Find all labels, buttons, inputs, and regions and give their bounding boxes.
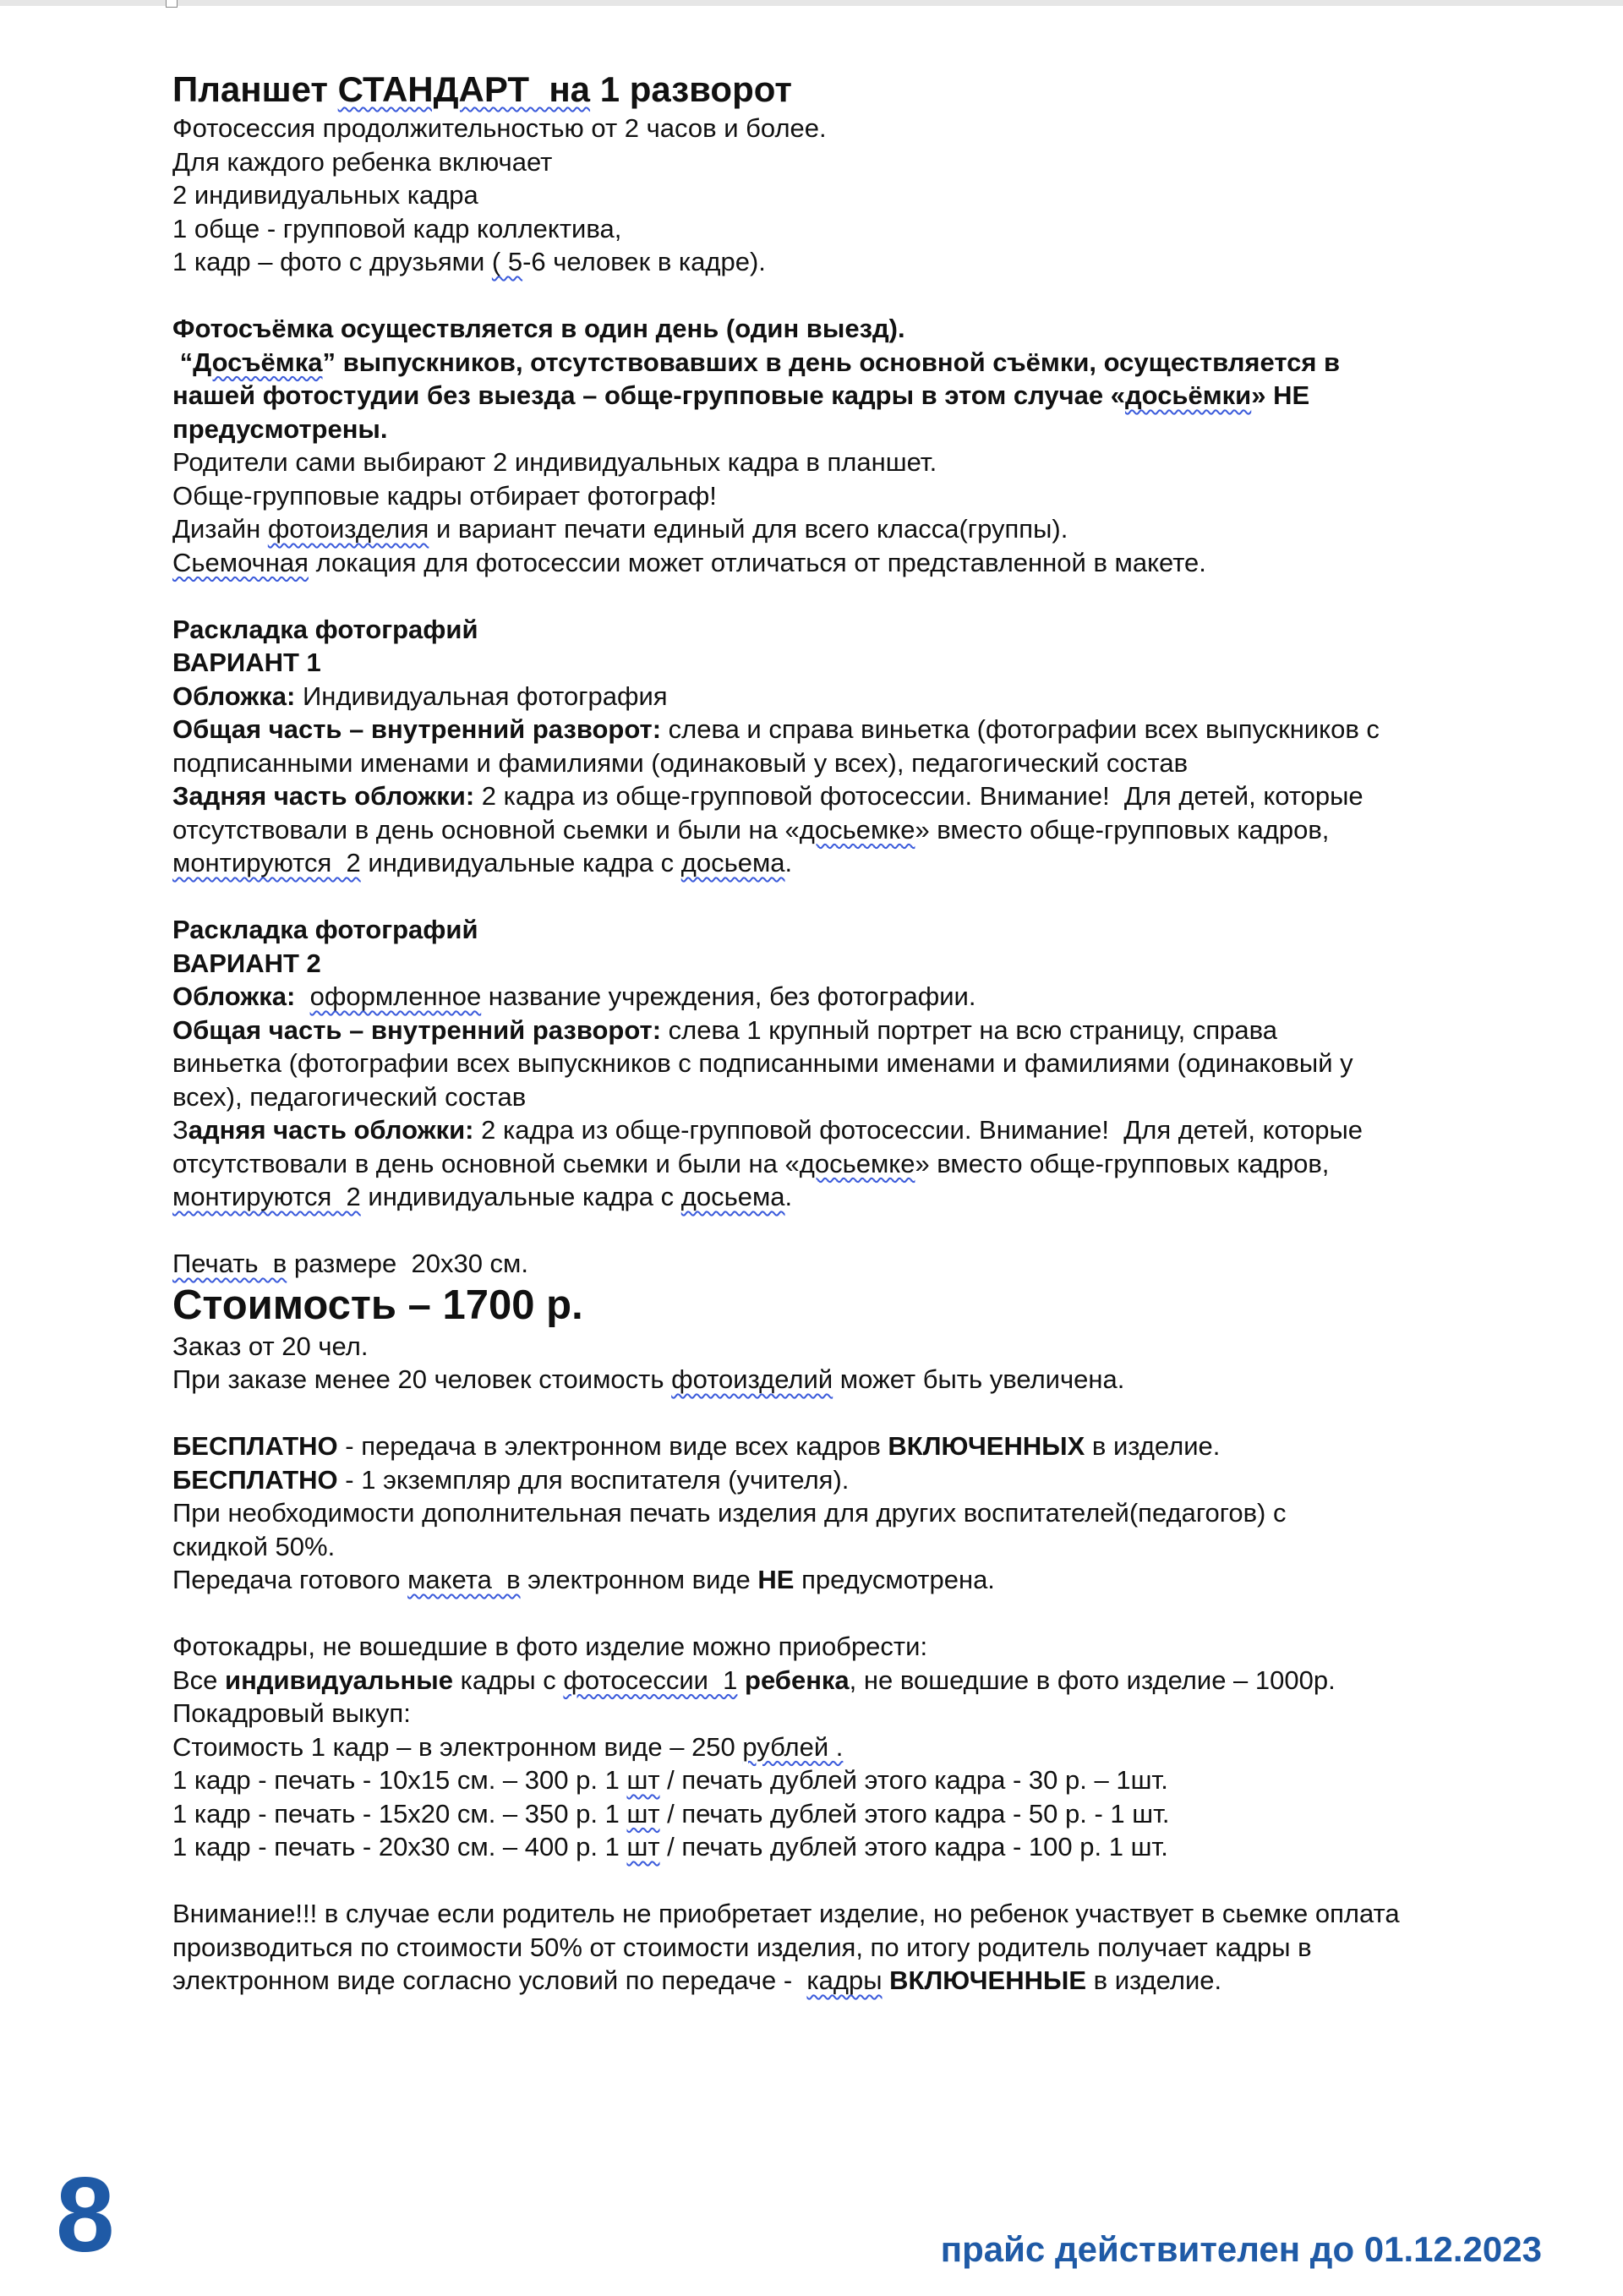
intro-line: 1 кадр – фото с друзьями ( 5-6 человек в кадре). (172, 247, 766, 276)
condition-line: Обще-групповые кадры отбирает фотограф! (172, 480, 717, 511)
free-line: При необходимости дополнительная печать изделия для других воспитателей(педагогов) с (172, 1498, 1287, 1528)
spacer (172, 1864, 1559, 1898)
spacer (172, 279, 1559, 313)
variant-back-cont: монтируются 2 индивидуальные кадра с досьема. (172, 848, 793, 877)
variant-spread-cont: подписанными именами и фамилиями (одинаковый у всех), педагогический состав (172, 747, 1189, 778)
condition-bold-line: “Досъёмка” выпускников, отсутствовавших в день основной съёмки, осуществляется в (172, 347, 1341, 377)
condition-bold-line: Фотосъёмка осуществляется в один день (один выезд). (172, 314, 905, 343)
page-corner-marker (166, 0, 178, 8)
page-number: 8 (56, 2157, 115, 2274)
price-validity: прайс действителен до 01.12.2023 (940, 2229, 1542, 2269)
free-line: БЕСПЛАТНО - 1 экземпляр для воспитателя (учителя). (172, 1464, 850, 1495)
extra-line: Покадровый выкуп: (172, 1698, 411, 1728)
variant-back: Задняя часть обложки: 2 кадра из обще-групповой фотосессии. Внимание! Для детей, которые (172, 781, 1363, 811)
price-heading: Стоимость – 1700 р. (172, 1282, 583, 1328)
condition-line: Дизайн фотоизделия и вариант печати единый для всего класса(группы). (172, 514, 1068, 544)
condition-bold-line: нашей фотостудии без выезда – обще-групповые кадры в этом случае «досьёмки» НЕ (172, 380, 1310, 410)
extra-line: Все индивидуальные кадры с фотосессии 1 ребенка, не вошедшие в фото изделие – 1000р. (172, 1665, 1336, 1695)
warning-line: Внимание!!! в случае если родитель не приобретает изделие, но ребенок участвует в сьемке оплата (172, 1899, 1400, 1928)
variant-back-cont: монтируются 2 индивидуальные кадра с досьема. (172, 1182, 793, 1211)
variant-spread-cont: всех), педагогический состав (172, 1081, 527, 1112)
free-line: БЕСПЛАТНО - передача в электронном виде всех кадров ВКЛЮЧЕННЫХ в изделие. (172, 1431, 1221, 1461)
variant-back: Задняя часть обложки: 2 кадра из обще-групповой фотосессии. Внимание! Для детей, которые (172, 1115, 1363, 1145)
condition-line: Сьемочная локация для фотосессии может отличаться от представленной в макете. (172, 547, 1206, 577)
layout-heading: Раскладка фотографий (172, 614, 478, 644)
order-note: При заказе менее 20 человек стоимость фотоизделий может быть увеличена. (172, 1364, 1125, 1394)
print-price-line: 1 кадр - печать - 20х30 см. – 400 р. 1 шт / печать дублей этого кадра - 100 р. 1 шт. (172, 1832, 1168, 1861)
free-line: скидкой 50%. (172, 1531, 336, 1561)
warning-line: электронном виде согласно условий по передаче - кадры ВКЛЮЧЕННЫЕ в изделие. (172, 1965, 1222, 1995)
variant-spread: Общая часть – внутренний разворот: слева и справа виньетка (фотографии всех выпускников с (172, 714, 1380, 744)
intro-line: Для каждого ребенка включает (172, 146, 553, 177)
print-size: Печать в размере 20х30 см. (172, 1249, 528, 1278)
intro-line: 1 обще - групповой кадр коллектива, (172, 213, 622, 243)
variant-name: ВАРИАНТ 2 (172, 948, 321, 978)
document-title: Планшет СТАНДАРТ на 1 разворот (172, 69, 792, 109)
variant-spread: Общая часть – внутренний разворот: слева 1 крупный портрет на всю страницу, справа (172, 1014, 1277, 1045)
variant-back-cont: отсутствовали в день основной сьемки и были на «досьемке» вместо обще-групповых кадров, (172, 1148, 1330, 1178)
extra-line: Стоимость 1 кадр – в электронном виде – 250 рублей . (172, 1731, 844, 1762)
variant-cover: Обложка: Индивидуальная фотография (172, 681, 668, 711)
spacer (172, 1397, 1559, 1430)
document-body (172, 68, 1559, 1998)
order-minimum: Заказ от 20 чел. (172, 1331, 369, 1361)
variant-back-cont: отсутствовали в день основной сьемки и были на «досьемке» вместо обще-групповых кадров, (172, 814, 1330, 845)
variant-cover: Обложка: оформленное название учреждения, без фотографии. (172, 981, 976, 1011)
free-line: Передача готового макета в электронном виде НЕ предусмотрена. (172, 1565, 995, 1594)
spacer (172, 1597, 1559, 1631)
top-bar (0, 0, 1623, 6)
extra-line: Фотокадры, не вошедшие в фото изделие можно приобрести: (172, 1632, 928, 1661)
variant-spread-cont: виньетка (фотографии всех выпускников с подписанными именами и фамилиями (одинаковый у (172, 1048, 1353, 1078)
layout-heading: Раскладка фотографий (172, 915, 478, 944)
intro-line: Фотосессия продолжительностью от 2 часов и более. (172, 113, 827, 143)
spacer (172, 880, 1559, 914)
intro-line: 2 индивидуальных кадра (172, 180, 478, 210)
condition-line: Родители сами выбирают 2 индивидуальных кадра в планшет. (172, 447, 937, 477)
condition-bold-line: предусмотрены. (172, 413, 388, 444)
variant-name: ВАРИАНТ 1 (172, 648, 321, 677)
spacer (172, 579, 1559, 613)
print-price-line: 1 кадр - печать - 10х15 см. – 300 р. 1 шт / печать дублей этого кадра - 30 р. – 1шт. (172, 1765, 1168, 1795)
print-price-line: 1 кадр - печать - 15х20 см. – 350 р. 1 шт / печать дублей этого кадра - 50 р. - 1 шт. (172, 1798, 1170, 1829)
spacer (172, 1214, 1559, 1248)
warning-line: производиться по стоимости 50% от стоимости изделия, по итогу родитель получает кадры в (172, 1932, 1312, 1962)
